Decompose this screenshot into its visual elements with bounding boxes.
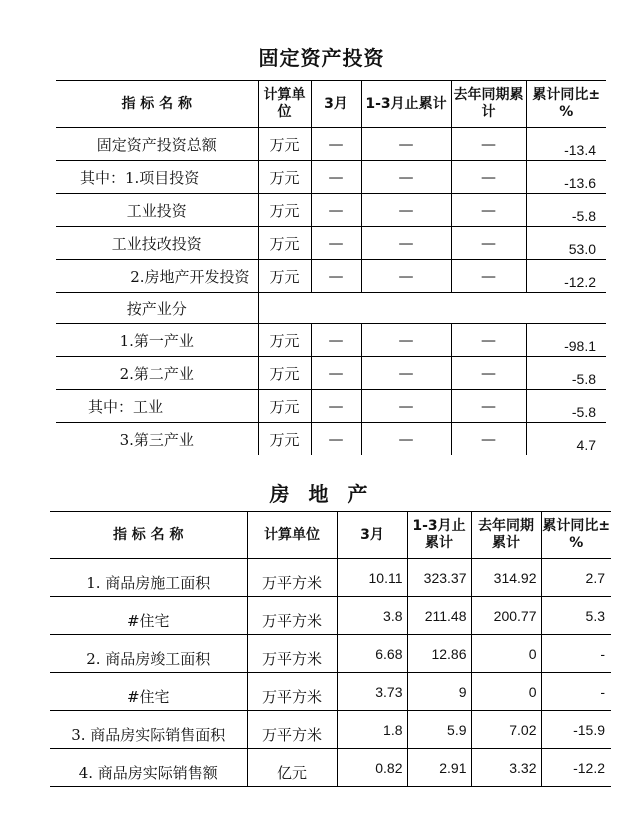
yoy-value: 5.3	[541, 597, 611, 635]
indicator-cell: 2. 商品房竣工面积	[50, 635, 247, 673]
table-row	[56, 227, 606, 260]
indicator-cell: 按产业分	[56, 293, 258, 324]
last-year-value: —	[451, 194, 526, 227]
last-year-value: —	[451, 161, 526, 194]
last-year-value: —	[451, 227, 526, 260]
month-value: —	[311, 260, 361, 293]
last-year-value: —	[451, 128, 526, 161]
unit-cell: 万平方米	[247, 635, 337, 673]
ytd-value: —	[361, 357, 451, 390]
month-value: 10.11	[337, 559, 407, 597]
table-row	[56, 128, 606, 161]
month-value: —	[311, 423, 361, 456]
header-ytd: 1-3月止累计	[361, 81, 451, 128]
last-year-value: —	[451, 357, 526, 390]
indicator-cell: 3. 商品房实际销售面积	[50, 711, 247, 749]
month-value: 0.82	[337, 749, 407, 787]
unit-cell: 万元	[258, 423, 311, 456]
ytd-value: —	[361, 390, 451, 423]
unit-cell: 万平方米	[247, 559, 337, 597]
unit-cell: 万元	[258, 390, 311, 423]
indicator-cell: 工业投资	[56, 194, 258, 227]
ytd-value: —	[361, 194, 451, 227]
table-row	[56, 324, 606, 357]
header-indicator: 指 标 名 称	[56, 81, 258, 128]
table-row	[50, 673, 611, 711]
table-row	[56, 357, 606, 390]
ytd-value: —	[361, 227, 451, 260]
indicator-cell: #住宅	[50, 597, 247, 635]
month-value: —	[311, 390, 361, 423]
ytd-value: 2.91	[407, 749, 471, 787]
real-estate-table	[50, 511, 611, 787]
table-row	[50, 635, 611, 673]
last-year-value: 314.92	[471, 559, 541, 597]
yoy-value: -15.9	[541, 711, 611, 749]
table-row	[50, 749, 611, 787]
last-year-value: —	[451, 390, 526, 423]
unit-cell: 万元	[258, 260, 311, 293]
unit-cell: 万元	[258, 357, 311, 390]
header-month: 3月	[311, 81, 361, 128]
fixed-investment-title: 固定资产投资	[258, 46, 385, 70]
indicator-cell: 固定资产投资总额	[56, 128, 258, 161]
header-yoy: 累计同比±%	[541, 512, 611, 559]
ytd-value: 5.9	[407, 711, 471, 749]
table-row	[50, 711, 611, 749]
header-month: 3月	[337, 512, 407, 559]
ytd-value: —	[361, 260, 451, 293]
last-year-value: 7.02	[471, 711, 541, 749]
last-year-value: 200.77	[471, 597, 541, 635]
month-value: —	[311, 227, 361, 260]
ytd-value: —	[361, 128, 451, 161]
yoy-value: -12.2	[526, 260, 606, 293]
yoy-value: -5.8	[526, 194, 606, 227]
ytd-value: 211.48	[407, 597, 471, 635]
last-year-value: —	[451, 324, 526, 357]
header-indicator: 指 标 名 称	[50, 512, 247, 559]
ytd-value: —	[361, 423, 451, 456]
unit-cell: 万平方米	[247, 711, 337, 749]
indicator-cell: 1.第一产业	[56, 324, 258, 357]
unit-cell: 万元	[258, 227, 311, 260]
unit-cell: 亿元	[247, 749, 337, 787]
indicator-cell: 1. 商品房施工面积	[50, 559, 247, 597]
yoy-value: 53.0	[526, 227, 606, 260]
unit-cell: 万元	[258, 324, 311, 357]
ytd-value: 323.37	[407, 559, 471, 597]
unit-cell: 万元	[258, 194, 311, 227]
header-unit: 计算单位	[247, 512, 337, 559]
yoy-value: -	[541, 673, 611, 711]
month-value: 6.68	[337, 635, 407, 673]
table-header-row	[50, 512, 611, 559]
table-row	[56, 194, 606, 227]
yoy-value: 2.7	[541, 559, 611, 597]
ytd-value: —	[361, 324, 451, 357]
header-unit: 计算单位	[258, 81, 311, 128]
yoy-value: -5.8	[526, 390, 606, 423]
unit-cell: 万平方米	[247, 673, 337, 711]
month-value: —	[311, 161, 361, 194]
unit-cell	[258, 293, 606, 324]
yoy-value: -98.1	[526, 324, 606, 357]
indicator-cell: 2.第二产业	[56, 357, 258, 390]
table-row	[50, 597, 611, 635]
last-year-value: 0	[471, 673, 541, 711]
yoy-value: -12.2	[541, 749, 611, 787]
month-value: —	[311, 324, 361, 357]
month-value: —	[311, 128, 361, 161]
indicator-cell: #住宅	[50, 673, 247, 711]
month-value: —	[311, 194, 361, 227]
month-value: 3.8	[337, 597, 407, 635]
table-row	[56, 390, 606, 423]
header-ytd: 1-3月止累计	[407, 512, 471, 559]
header-yoy: 累计同比±%	[526, 81, 606, 128]
month-value: 3.73	[337, 673, 407, 711]
ytd-value: —	[361, 161, 451, 194]
last-year-value: —	[451, 260, 526, 293]
month-value: —	[311, 357, 361, 390]
last-year-value: 3.32	[471, 749, 541, 787]
indicator-cell: 工业技改投资	[56, 227, 258, 260]
table-row	[56, 423, 606, 456]
fixed-investment-table	[56, 80, 606, 455]
unit-cell: 万元	[258, 128, 311, 161]
table-row	[56, 293, 606, 324]
last-year-value: 0	[471, 635, 541, 673]
table-row	[56, 260, 606, 293]
indicator-cell: 2.房地产开发投资	[56, 260, 258, 293]
last-year-value: —	[451, 423, 526, 456]
indicator-cell: 其中：1.项目投资	[56, 161, 258, 194]
yoy-value: -5.8	[526, 357, 606, 390]
yoy-value: -	[541, 635, 611, 673]
header-last-year: 去年同期累计	[451, 81, 526, 128]
indicator-cell: 其中：工业	[56, 390, 258, 423]
table-row	[50, 559, 611, 597]
real-estate-title: 房 地 产	[269, 482, 374, 506]
ytd-value: 12.86	[407, 635, 471, 673]
ytd-value: 9	[407, 673, 471, 711]
header-last-year: 去年同期累计	[471, 512, 541, 559]
table-row	[56, 161, 606, 194]
month-value: 1.8	[337, 711, 407, 749]
yoy-value: 4.7	[526, 423, 606, 456]
yoy-value: -13.6	[526, 161, 606, 194]
table-header-row	[56, 81, 606, 128]
indicator-cell: 3.第三产业	[56, 423, 258, 456]
yoy-value: -13.4	[526, 128, 606, 161]
indicator-cell: 4. 商品房实际销售额	[50, 749, 247, 787]
unit-cell: 万元	[258, 161, 311, 194]
unit-cell: 万平方米	[247, 597, 337, 635]
